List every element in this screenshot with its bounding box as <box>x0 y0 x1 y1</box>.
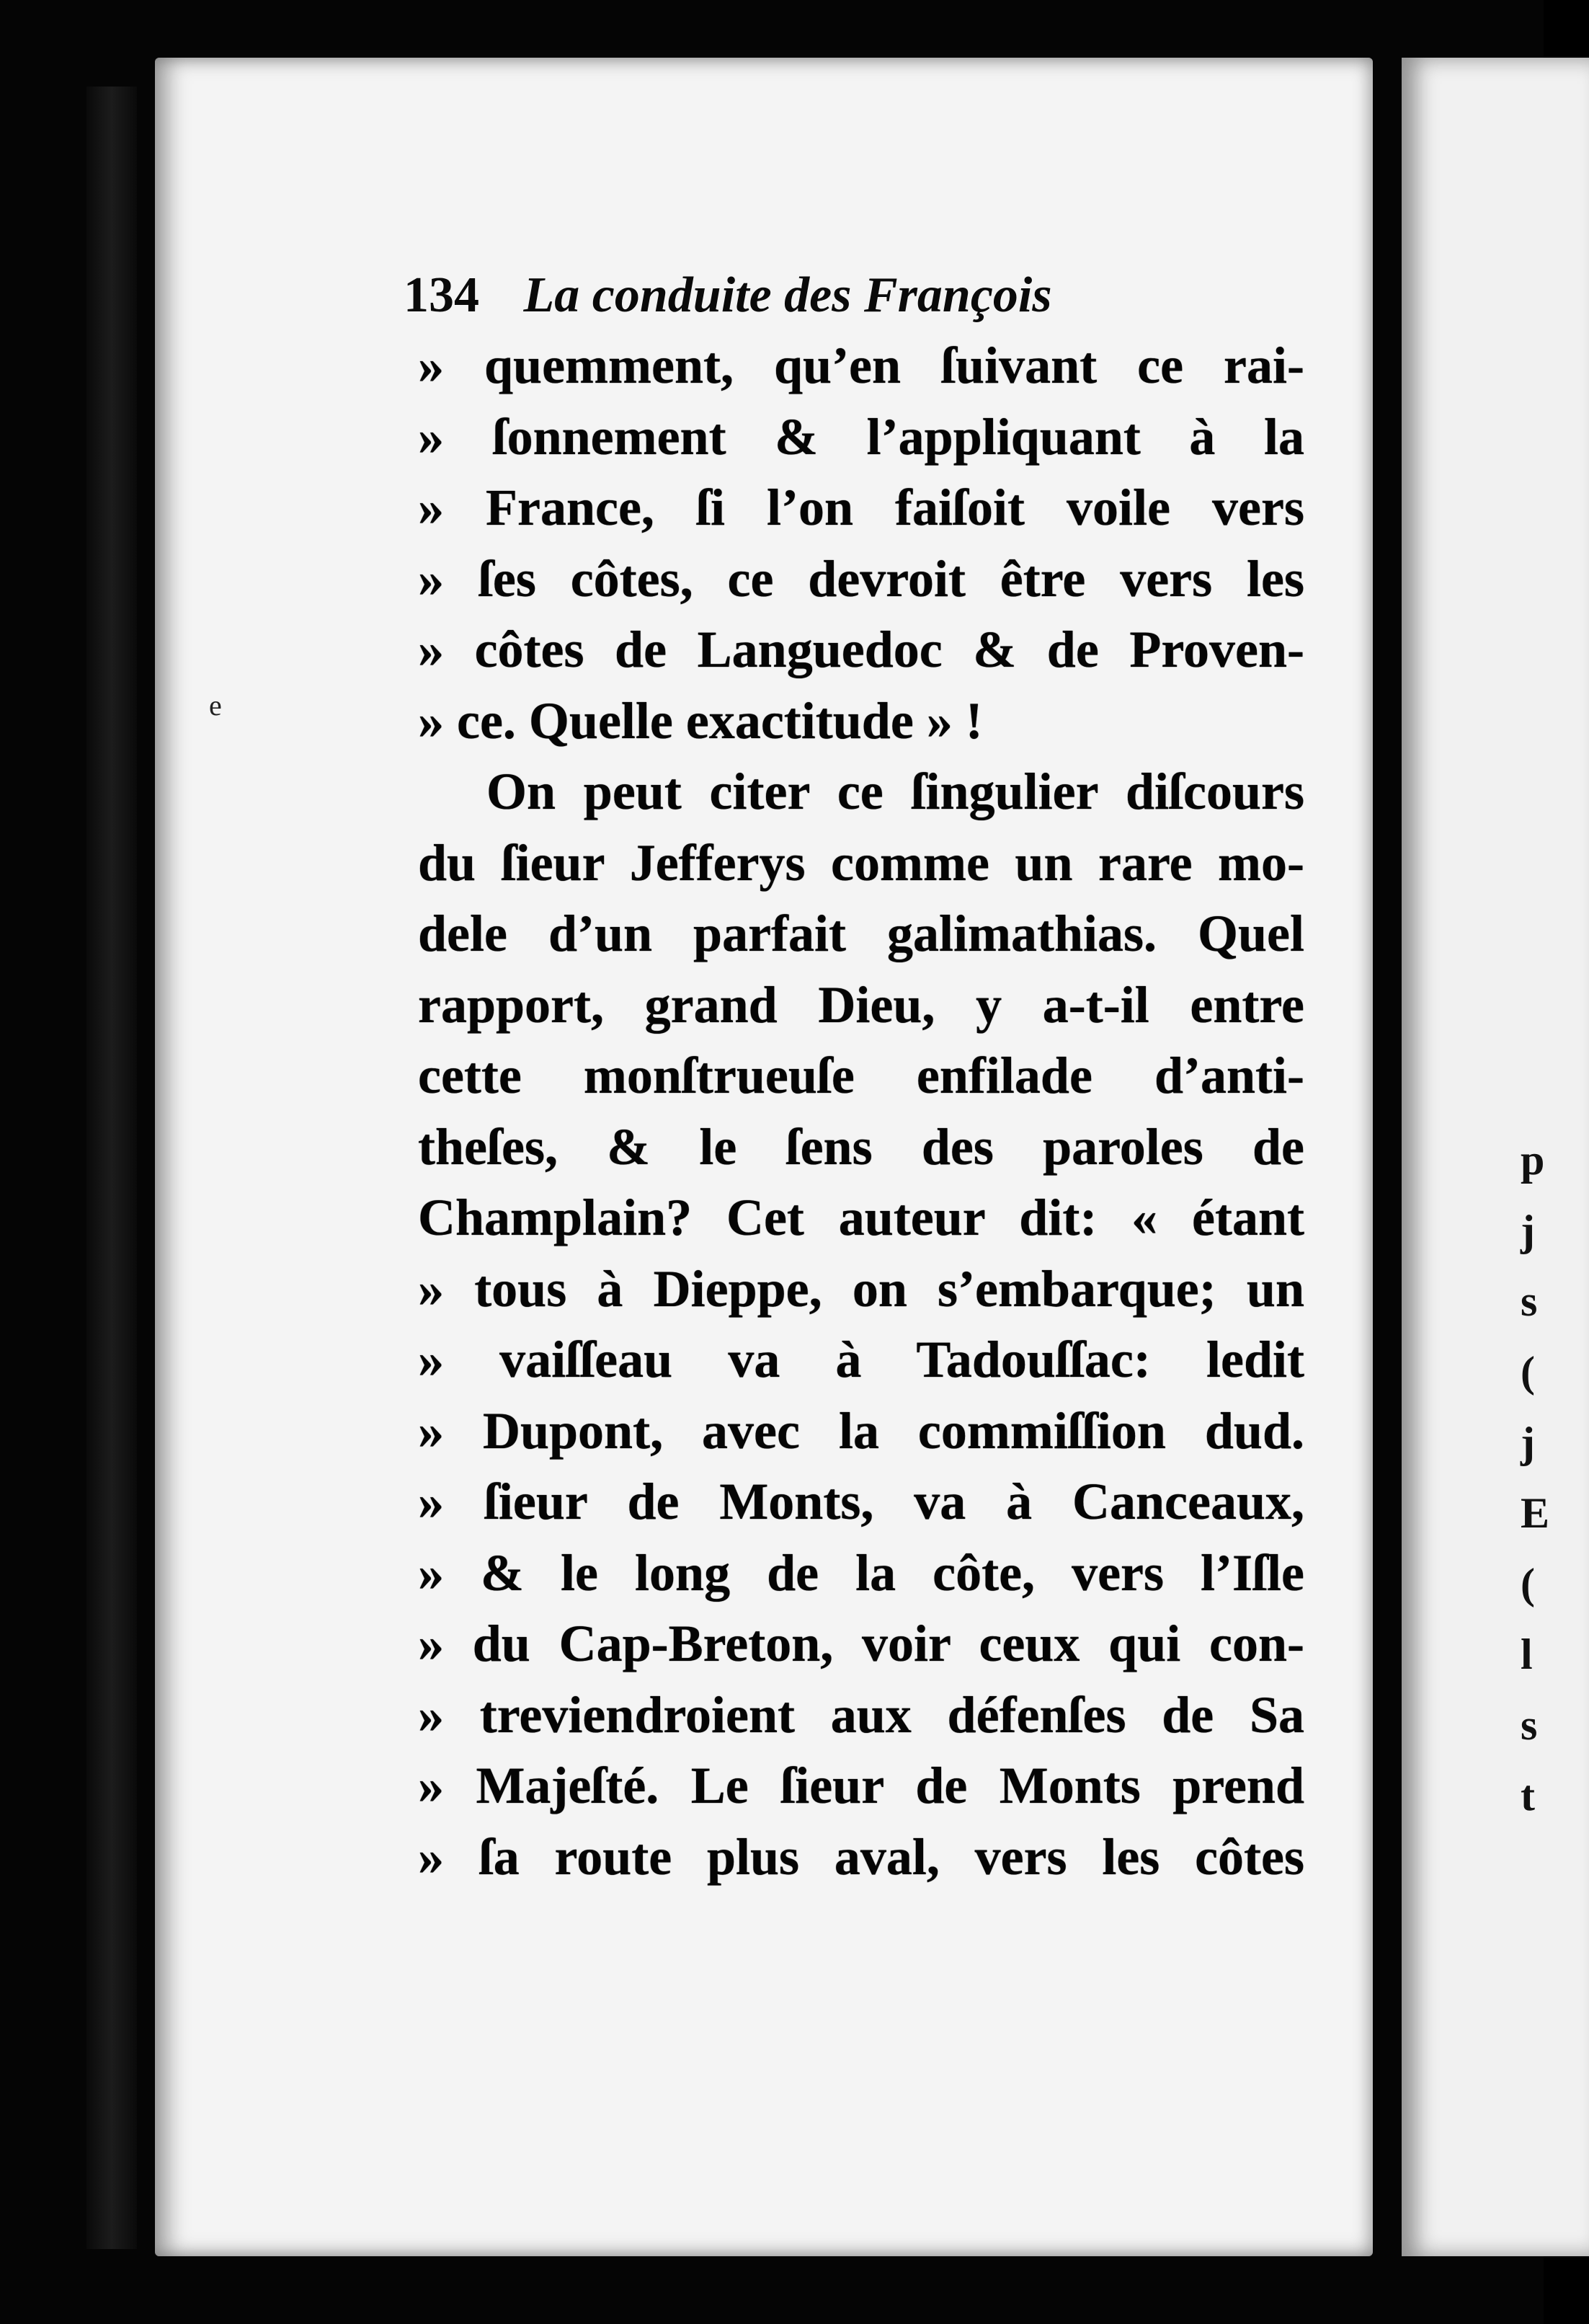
facing-page-mark: s <box>1521 1277 1538 1325</box>
facing-page-mark: j <box>1521 1419 1535 1466</box>
text-line: » vaiſſeau va à Tadouſſac: ledit <box>418 1331 1304 1388</box>
text-line: » ſa route plus aval, vers les côtes <box>418 1827 1304 1886</box>
running-head: La conduite des François <box>523 267 1052 323</box>
page-number: 134 <box>404 267 479 323</box>
text-line: » tous à Dieppe, on s’embarque; un <box>418 1259 1304 1318</box>
text-line: dele d’un parfait galimathias. Quel <box>418 905 1304 962</box>
text-line: theſes, & le ſens des paroles de <box>418 1117 1304 1176</box>
facing-page-mark: p <box>1521 1136 1545 1184</box>
binding-shadow <box>86 87 137 2249</box>
text-line: du ſieur Jefferys comme un rare mo- <box>418 833 1304 892</box>
text-line: » ſieur de Monts, va à Canceaux, <box>418 1473 1304 1530</box>
page-header <box>404 267 1052 324</box>
text-line: » & le long de la côte, vers l’Iſle <box>418 1543 1304 1602</box>
text-line: » ſes côtes, ce devroit être vers les <box>418 549 1304 608</box>
facing-page-mark: ( <box>1521 1348 1535 1396</box>
facing-page-edge <box>1402 58 1589 2256</box>
text-line: rapport, grand Dieu, y a-t-il entre <box>418 975 1304 1034</box>
facing-page-mark: j <box>1521 1207 1535 1254</box>
text-line: » France, ſi l’on faiſoit voile vers <box>418 479 1304 536</box>
text-line: » treviendroient aux défenſes de Sa <box>418 1685 1304 1744</box>
text-line: » côtes de Languedoc & de Proven- <box>418 621 1304 678</box>
text-line: » ſonnement & l’appliquant à la <box>418 407 1304 466</box>
text-line: » ce. Quelle exactitude » ! <box>418 691 983 750</box>
facing-page-text-fragments <box>1521 1125 1549 1831</box>
facing-page-mark: t <box>1521 1772 1535 1819</box>
text-line: » Majeſté. Le ſieur de Monts prend <box>418 1757 1304 1814</box>
text-line: » du Cap-Breton, voir ceux qui con- <box>418 1615 1304 1672</box>
text-line: Champlain? Cet auteur dit: « étant <box>418 1189 1304 1246</box>
margin-note: e <box>209 689 222 722</box>
facing-page-mark: s <box>1521 1701 1538 1749</box>
text-line: cette monſtrueuſe enfilade d’anti- <box>418 1047 1304 1104</box>
text-line: » Dupont, avec la commiſſion dud. <box>418 1401 1304 1460</box>
text-line: On peut citer ce ſingulier diſcours <box>486 763 1304 820</box>
facing-page-mark: l <box>1521 1631 1533 1678</box>
facing-page-mark: E <box>1521 1489 1550 1537</box>
body-text <box>418 330 1304 1892</box>
text-line: » quemment, qu’en ſuivant ce rai- <box>418 337 1304 394</box>
facing-page-mark: ( <box>1521 1560 1535 1607</box>
